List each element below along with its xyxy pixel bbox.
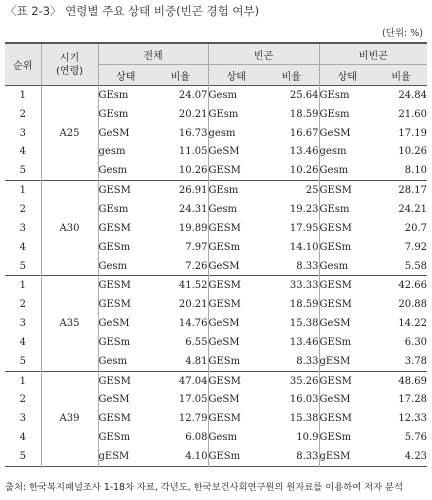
ratio-cell: 17.19 [398,127,428,139]
state-cell: Gesm [208,200,264,219]
state-cell: GESm [208,447,264,466]
state-cell: GEsm [98,86,153,105]
state-cell: GESM [319,371,375,390]
ratio-cell: 14.10 [289,241,319,253]
ratio-cell: 13.46 [289,146,319,158]
period-block [5,86,427,181]
state-cell: Gesm [319,257,375,276]
ratio-cell: 14.76 [178,318,208,330]
state-cell: GESm [98,333,153,352]
state-cell: GESM [98,276,153,295]
state-cell: GESM [98,409,153,428]
state-header: 상태 [319,65,375,86]
state-cell: GESM [208,219,264,238]
ratio-cell: 8.33 [296,450,319,462]
state-cell: GeSM [98,314,153,333]
ratio-cell: 25 [305,185,319,197]
state-cell: GESm [319,238,375,257]
ratio-cell: 4.10 [185,450,208,462]
ratio-table [5,42,427,467]
state-cell: GESm [208,238,264,257]
ratio-cell: 25.64 [289,89,319,101]
ratio-cell: 13.46 [289,336,319,348]
rank-cell: 2 [19,108,26,120]
ratio-cell: 33.33 [289,280,319,292]
rank-cell: 2 [19,394,26,406]
state-cell: GESm [98,238,153,257]
state-cell: GESM [98,371,153,390]
ratio-header: 비율 [153,65,208,86]
ratio-cell: 17.05 [178,394,208,406]
ratio-cell: 5.76 [404,432,428,444]
state-cell: Gesm [208,428,264,447]
state-header: 상태 [208,65,264,86]
ratio-cell: 16.73 [178,127,208,139]
state-cell: GEsm [98,200,153,219]
ratio-cell: 24.31 [178,203,208,215]
ratio-cell: 17.28 [398,394,428,406]
state-cell: GeSM [319,314,375,333]
state-cell: gesm [98,143,153,162]
ratio-cell: 18.59 [289,108,319,120]
state-cell: GeSM [208,333,264,352]
period-cell: A25 [41,86,98,181]
state-cell: GeSM [319,391,375,410]
ratio-cell: 20.21 [178,108,208,120]
ratio-cell: 24.84 [398,89,428,101]
state-cell: GESM [208,295,264,314]
rank-header: 순위 [5,43,41,86]
period-header-sublabel: (연령) [55,65,84,77]
period-cell: A30 [41,181,98,276]
ratio-cell: 7.26 [185,260,208,272]
state-cell: GeSM [208,257,264,276]
ratio-header: 비율 [264,65,319,86]
ratio-cell: 41.52 [178,280,208,292]
ratio-cell: 17.95 [289,222,319,234]
ratio-cell: 16.67 [289,127,319,139]
rank-cell: 1 [19,89,26,101]
rank-cell: 5 [19,355,26,367]
state-cell: GESm [98,428,153,447]
period-cell: A39 [41,371,98,466]
ratio-cell: 10.9 [296,432,319,444]
state-cell: GeSM [98,124,153,143]
rank-cell: 1 [19,185,26,197]
ratio-cell: 12.33 [398,413,428,425]
state-cell: GEsm [98,105,153,124]
state-cell: GESM [319,409,375,428]
ratio-cell: 6.08 [185,432,208,444]
rank-cell: 1 [19,375,26,387]
rank-cell: 4 [19,432,26,444]
ratio-cell: 3.78 [404,355,428,367]
state-cell: gesm [319,143,375,162]
rank-cell: 5 [19,450,26,462]
rank-cell: 3 [19,318,26,330]
ratio-cell: 18.59 [289,299,319,311]
ratio-cell: 4.81 [185,355,208,367]
period-block [5,371,427,466]
ratio-cell: 26.91 [178,185,208,197]
state-cell: Gesm [319,161,375,180]
ratio-cell: 24.07 [178,89,208,101]
state-cell: GESM [98,295,153,314]
state-cell: GEsm [319,86,375,105]
rank-cell: 4 [19,146,26,158]
state-cell: GeSM [319,124,375,143]
source-note: 출처: 한국복지패널조사 1-18차 자료, 각년도, 한국보건사회연구원의 원자료를 이용하여 저자 분석 [5,482,404,493]
ratio-cell: 19.23 [289,203,319,215]
state-cell: GESM [319,219,375,238]
table-row [5,371,427,390]
state-cell: Gesm [98,257,153,276]
ratio-cell: 15.38 [289,413,319,425]
ratio-header: 비율 [375,65,427,86]
table-row [5,276,427,295]
rank-cell: 2 [19,299,26,311]
group-header-total: 전체 [98,43,208,65]
ratio-cell: 8.33 [296,355,319,367]
ratio-cell: 42.66 [398,280,428,292]
ratio-cell: 6.30 [404,336,428,348]
ratio-cell: 35.26 [289,375,319,387]
ratio-cell: 7.97 [185,241,208,253]
ratio-cell: 20.88 [398,299,428,311]
state-cell: gESM [319,352,375,371]
group-header-poor: 빈곤 [208,43,319,65]
state-cell: GESM [319,276,375,295]
state-cell: GEsm [208,181,264,200]
state-cell: GeSM [98,391,153,410]
period-header [41,43,98,86]
ratio-cell: 6.55 [185,336,208,348]
state-cell: GESM [208,371,264,390]
ratio-cell: 12.79 [178,413,208,425]
rank-cell: 2 [19,203,26,215]
table-row [5,181,427,200]
rank-cell: 3 [19,127,26,139]
state-cell: GEsm [319,200,375,219]
ratio-cell: 24.21 [398,203,428,215]
period-cell: A35 [41,276,98,371]
state-cell: GEsm [319,105,375,124]
ratio-cell: 48.69 [398,375,428,387]
ratio-cell: 15.38 [289,318,319,330]
state-cell: gESM [98,447,153,466]
table-row [5,86,427,105]
state-cell: GESM [208,161,264,180]
ratio-cell: 7.92 [404,241,428,253]
state-header: 상태 [98,65,153,86]
state-cell: GEsm [208,105,264,124]
rank-cell: 5 [19,165,26,177]
ratio-cell: 4.23 [404,450,428,462]
ratio-cell: 20.7 [404,222,428,234]
period-block [5,181,427,276]
ratio-cell: 10.26 [398,146,428,158]
state-cell: Gesm [208,86,264,105]
state-cell: Gesm [98,161,153,180]
state-cell: GESM [319,295,375,314]
ratio-cell: 28.17 [398,185,428,197]
ratio-cell: 10.26 [289,165,319,177]
ratio-cell: 19.89 [178,222,208,234]
state-cell: GESM [208,276,264,295]
ratio-cell: 8.10 [404,165,428,177]
state-cell: GESM [98,219,153,238]
ratio-cell: 20.21 [178,299,208,311]
state-cell: GESM [319,181,375,200]
rank-cell: 3 [19,222,26,234]
ratio-cell: 5.58 [404,260,428,272]
ratio-cell: 16.03 [289,394,319,406]
rank-cell: 4 [19,336,26,348]
rank-cell: 4 [19,241,26,253]
table-caption: 〈표 2-3〉 연령별 주요 상태 비중(빈곤 경험 여부) [5,4,260,18]
ratio-cell: 8.33 [296,260,319,272]
state-cell: GESm [208,352,264,371]
state-cell: Gesm [98,352,153,371]
state-cell: GESM [208,409,264,428]
rank-cell: 1 [19,280,26,292]
ratio-cell: 10.26 [178,165,208,177]
state-cell: gESM [319,447,375,466]
ratio-cell: 47.04 [178,375,208,387]
rank-cell: 5 [19,260,26,272]
state-cell: GESm [319,333,375,352]
unit-label: (단위: %) [381,28,423,39]
period-header-label: 시기 [59,52,80,64]
state-cell: GeSM [208,391,264,410]
group-header-nonpoor: 비빈곤 [319,43,427,65]
ratio-cell: 21.60 [398,108,428,120]
state-cell: GeSM [208,143,264,162]
state-cell: gesm [208,124,264,143]
state-cell: GESm [319,428,375,447]
state-cell: GESM [98,181,153,200]
period-block [5,276,427,371]
ratio-cell: 11.05 [178,146,208,158]
ratio-cell: 14.22 [398,318,428,330]
rank-cell: 3 [19,413,26,425]
state-cell: GeSM [208,314,264,333]
